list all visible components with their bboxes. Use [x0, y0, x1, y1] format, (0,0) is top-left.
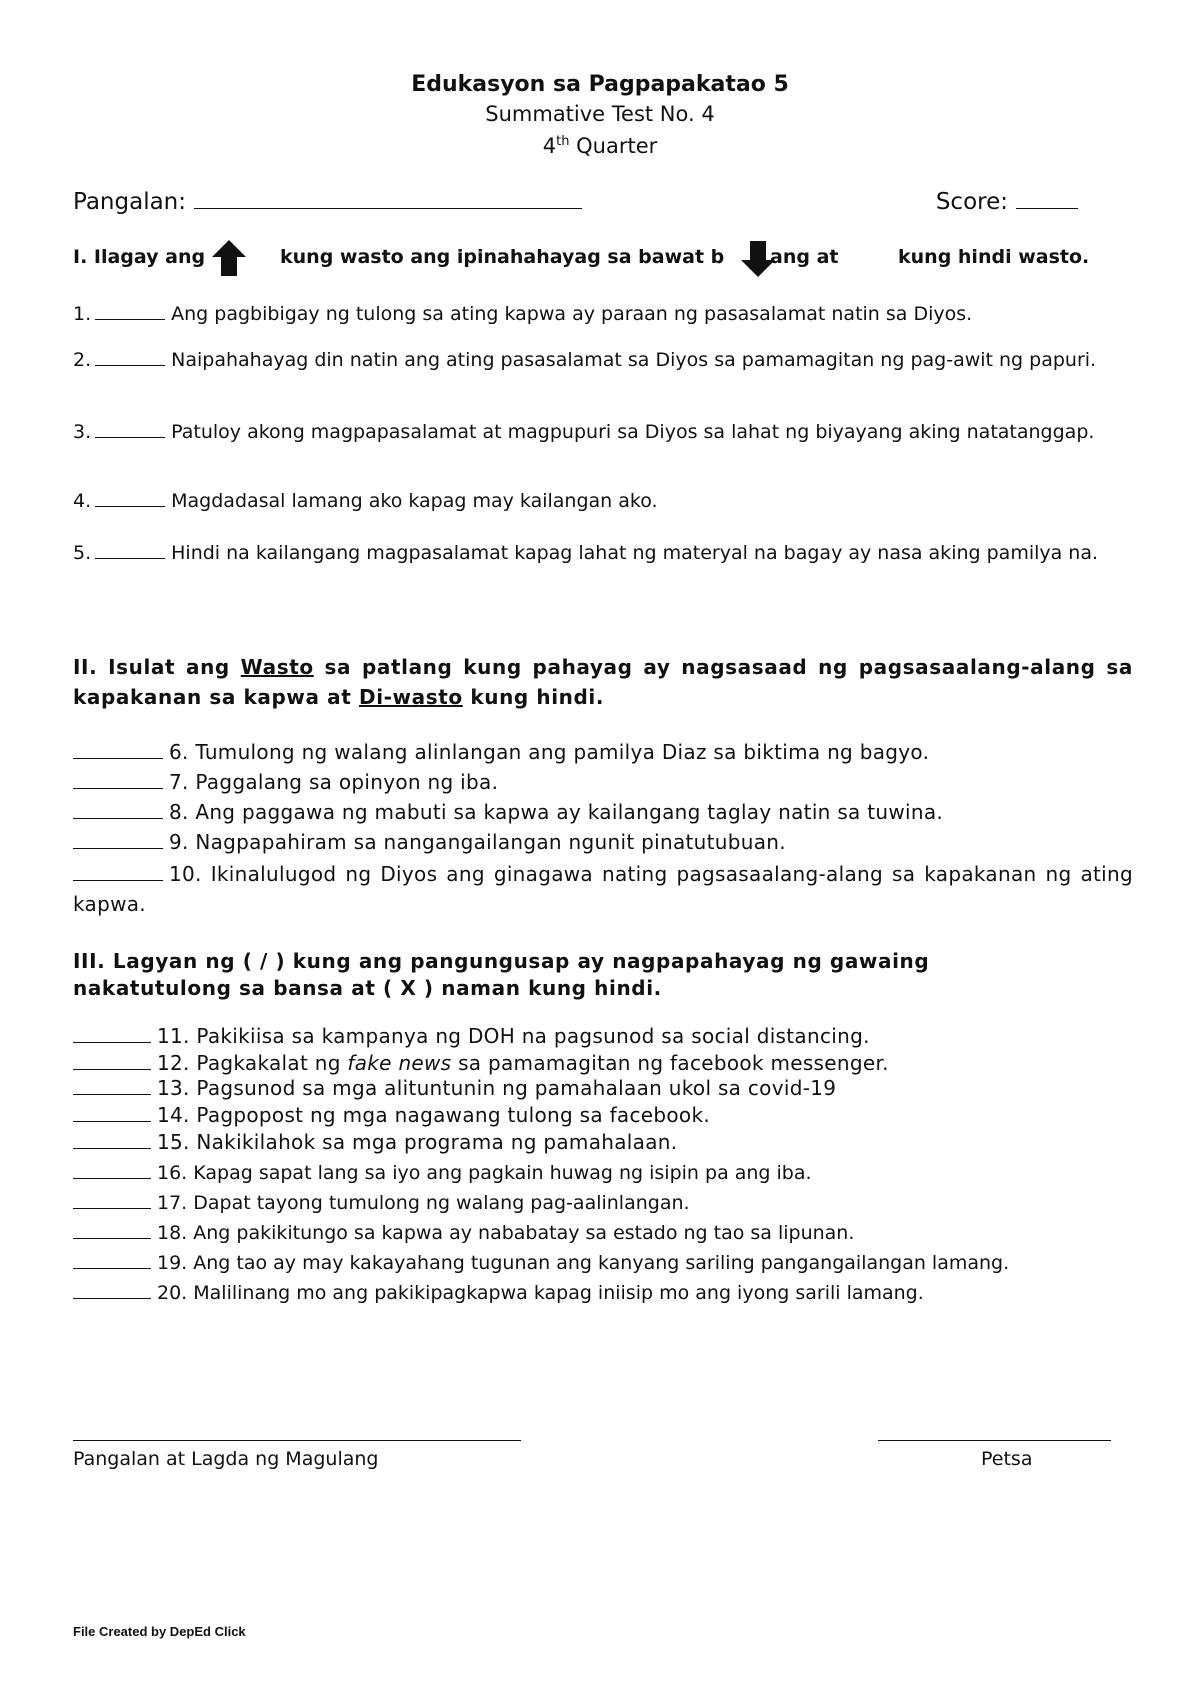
- question-text: 8. Ang paggawa ng mabuti sa kapwa ay kailangang taglay natin sa tuwina.: [169, 800, 944, 824]
- question-text: 9. Nagpapahiram sa nangangailangan ngunit pinatutubuan.: [169, 830, 786, 854]
- section1-instr-part-b: kung wasto ang ipinahahayag sa bawat b: [280, 246, 725, 268]
- answer-blank[interactable]: [73, 1130, 151, 1149]
- question-item: [73, 859, 1133, 919]
- answer-blank[interactable]: [73, 770, 163, 789]
- question-number: 3.: [73, 421, 92, 443]
- worksheet-subtitle: Summative Test No. 4: [485, 102, 715, 126]
- question-item: [73, 1024, 1133, 1048]
- question-text: 14. Pagpopost ng mga nagawang tulong sa facebook.: [157, 1103, 710, 1127]
- question-number: 1.: [73, 303, 92, 325]
- quarter-suffix: th: [556, 134, 570, 149]
- section2-heading-part-c: kung hindi.: [470, 685, 605, 709]
- question-text: Patuloy akong magpapasalamat at magpupuri sa Diyos sa lahat ng biyayang aking natatanggap.: [171, 421, 1095, 443]
- answer-blank[interactable]: [73, 1103, 151, 1122]
- question-item: [73, 489, 1133, 513]
- question-item: [73, 1051, 1133, 1075]
- answer-blank[interactable]: [95, 420, 165, 438]
- answer-blank[interactable]: [73, 740, 163, 759]
- question-text: 15. Nakikilahok sa mga programa ng pamahalaan.: [157, 1130, 678, 1154]
- question-item: [73, 348, 1133, 372]
- answer-blank[interactable]: [73, 862, 163, 881]
- parent-signature-line[interactable]: [73, 1440, 521, 1441]
- question-item: [73, 1076, 1133, 1100]
- question-item: [73, 1160, 1133, 1185]
- answer-blank[interactable]: [95, 489, 165, 507]
- question-text: 6. Tumulong ng walang alinlangan ang pamilya Diaz sa biktima ng bagyo.: [169, 740, 930, 764]
- question-text: 19. Ang tao ay may kakayahang tugunan ang kanyang sariling pangangailangan lamang.: [157, 1252, 1010, 1274]
- answer-blank[interactable]: [73, 1280, 151, 1299]
- question-text: 13. Pagsunod sa mga alituntunin ng pamahalaan ukol sa covid-19: [157, 1076, 837, 1100]
- answer-blank[interactable]: [73, 830, 163, 849]
- section2-heading-part-b: sa patlang kung pahayag ay nagsasaad ng pagsasaalang-alang sa kapakanan sa kapwa at: [73, 655, 1133, 709]
- question-number: 5.: [73, 542, 92, 564]
- section1-instr-part-a: I. Ilagay ang: [73, 246, 206, 268]
- answer-blank[interactable]: [95, 541, 165, 559]
- question-text: 17. Dapat tayong tumulong ng walang pag-aalinlangan.: [157, 1192, 690, 1214]
- question-text: 16. Kapag sapat lang sa iyo ang pagkain huwag ng isipin pa ang iba.: [157, 1162, 812, 1184]
- date-line[interactable]: [878, 1440, 1111, 1441]
- answer-blank[interactable]: [73, 1024, 151, 1043]
- question-text: 7. Paggalang sa opinyon ng iba.: [169, 770, 499, 794]
- answer-blank[interactable]: [95, 348, 165, 366]
- answer-blank[interactable]: [73, 1160, 151, 1179]
- question-text: Hindi na kailangang magpasalamat kapag lahat ng materyal na bagay ay nasa aking pamilya na.: [171, 542, 1099, 564]
- question-number: 2.: [73, 349, 92, 371]
- answer-blank[interactable]: [73, 1051, 151, 1070]
- section2-heading-part-a: II. Isulat ang: [73, 655, 230, 679]
- question-item: [73, 739, 1133, 765]
- arrow-up-icon: [211, 239, 247, 277]
- name-blank[interactable]: [194, 186, 582, 209]
- question-text-part-b: sa pamamagitan ng facebook messenger.: [458, 1051, 889, 1075]
- question-item: [73, 1103, 1133, 1127]
- question-item: [73, 769, 1133, 795]
- answer-blank[interactable]: [73, 1220, 151, 1239]
- question-text: 18. Ang pakikitungo sa kapwa ay nababatay sa estado ng tao sa lipunan.: [157, 1222, 855, 1244]
- worksheet-quarter: [0, 128, 1200, 160]
- score-label: Score:: [935, 189, 1008, 215]
- question-item: [73, 540, 1133, 567]
- quarter-word: Quarter: [576, 134, 658, 158]
- answer-blank[interactable]: [73, 1076, 151, 1095]
- quarter-number: 4: [542, 134, 557, 158]
- section1-instr-part-d: kung hindi wasto.: [898, 246, 1090, 268]
- parent-signature-label: Pangalan at Lagda ng Magulang: [73, 1448, 379, 1470]
- question-text: Ang pagbibigay ng tulong sa ating kapwa ay paraan ng pasasalamat natin sa Diyos.: [171, 303, 973, 325]
- question-text: 10. Ikinalulugod ng Diyos ang ginagawa nating pagsasaalang-alang sa kapakanan ng ating kapwa.: [73, 862, 1133, 916]
- question-item: [73, 1130, 1133, 1154]
- section2-heading: [73, 652, 1133, 712]
- question-item: [73, 420, 1133, 444]
- question-text: 20. Malilinang mo ang pakikipagkapwa kapag iniisip mo ang iyong sarili lamang.: [157, 1282, 924, 1304]
- section1-instr-part-c: ang at: [770, 246, 839, 268]
- name-label: Pangalan:: [73, 189, 187, 215]
- date-label: Petsa: [981, 1448, 1033, 1470]
- section2-diwasto-label: Di-wasto: [359, 685, 463, 709]
- question-item: [73, 799, 1133, 825]
- question-text: Magdadasal lamang ako kapag may kailangan ako.: [171, 490, 658, 512]
- section3-heading-line1: III. Lagyan ng ( / ) kung ang pangungusap ay nagpapahayag ng gawaing: [73, 949, 930, 973]
- section3-heading: [73, 948, 1073, 1002]
- question-text-part-a: 12. Pagkakalat ng: [157, 1051, 341, 1075]
- score-field: [935, 186, 1100, 215]
- answer-blank[interactable]: [95, 302, 165, 320]
- score-blank[interactable]: [1016, 186, 1078, 209]
- answer-blank[interactable]: [73, 1250, 151, 1269]
- footer-credit: File Created by DepEd Click: [73, 1624, 246, 1639]
- question-item: [73, 829, 1133, 855]
- section2-wasto-label: Wasto: [240, 655, 314, 679]
- answer-blank[interactable]: [73, 800, 163, 819]
- answer-blank[interactable]: [73, 1190, 151, 1209]
- worksheet-header: [0, 70, 1200, 160]
- question-item: [73, 1220, 1133, 1245]
- question-text-emphasis: fake news: [347, 1051, 452, 1075]
- question-item: [73, 1280, 1133, 1305]
- name-score-row: [73, 186, 1100, 215]
- question-text: 11. Pakikiisa sa kampanya ng DOH na pagsunod sa social distancing.: [157, 1024, 870, 1048]
- question-number: 4.: [73, 490, 92, 512]
- section3-heading-line2: nakatutulong sa bansa at ( X ) naman kung hindi.: [73, 976, 662, 1000]
- question-item: [73, 1190, 1133, 1215]
- question-item: [73, 302, 1133, 326]
- question-text: Naipahahayag din natin ang ating pasasalamat sa Diyos sa pamamagitan ng pag-awit ng papuri.: [171, 349, 1097, 371]
- worksheet-title: Edukasyon sa Pagpapakatao 5: [411, 72, 789, 97]
- question-item: [73, 1250, 1133, 1275]
